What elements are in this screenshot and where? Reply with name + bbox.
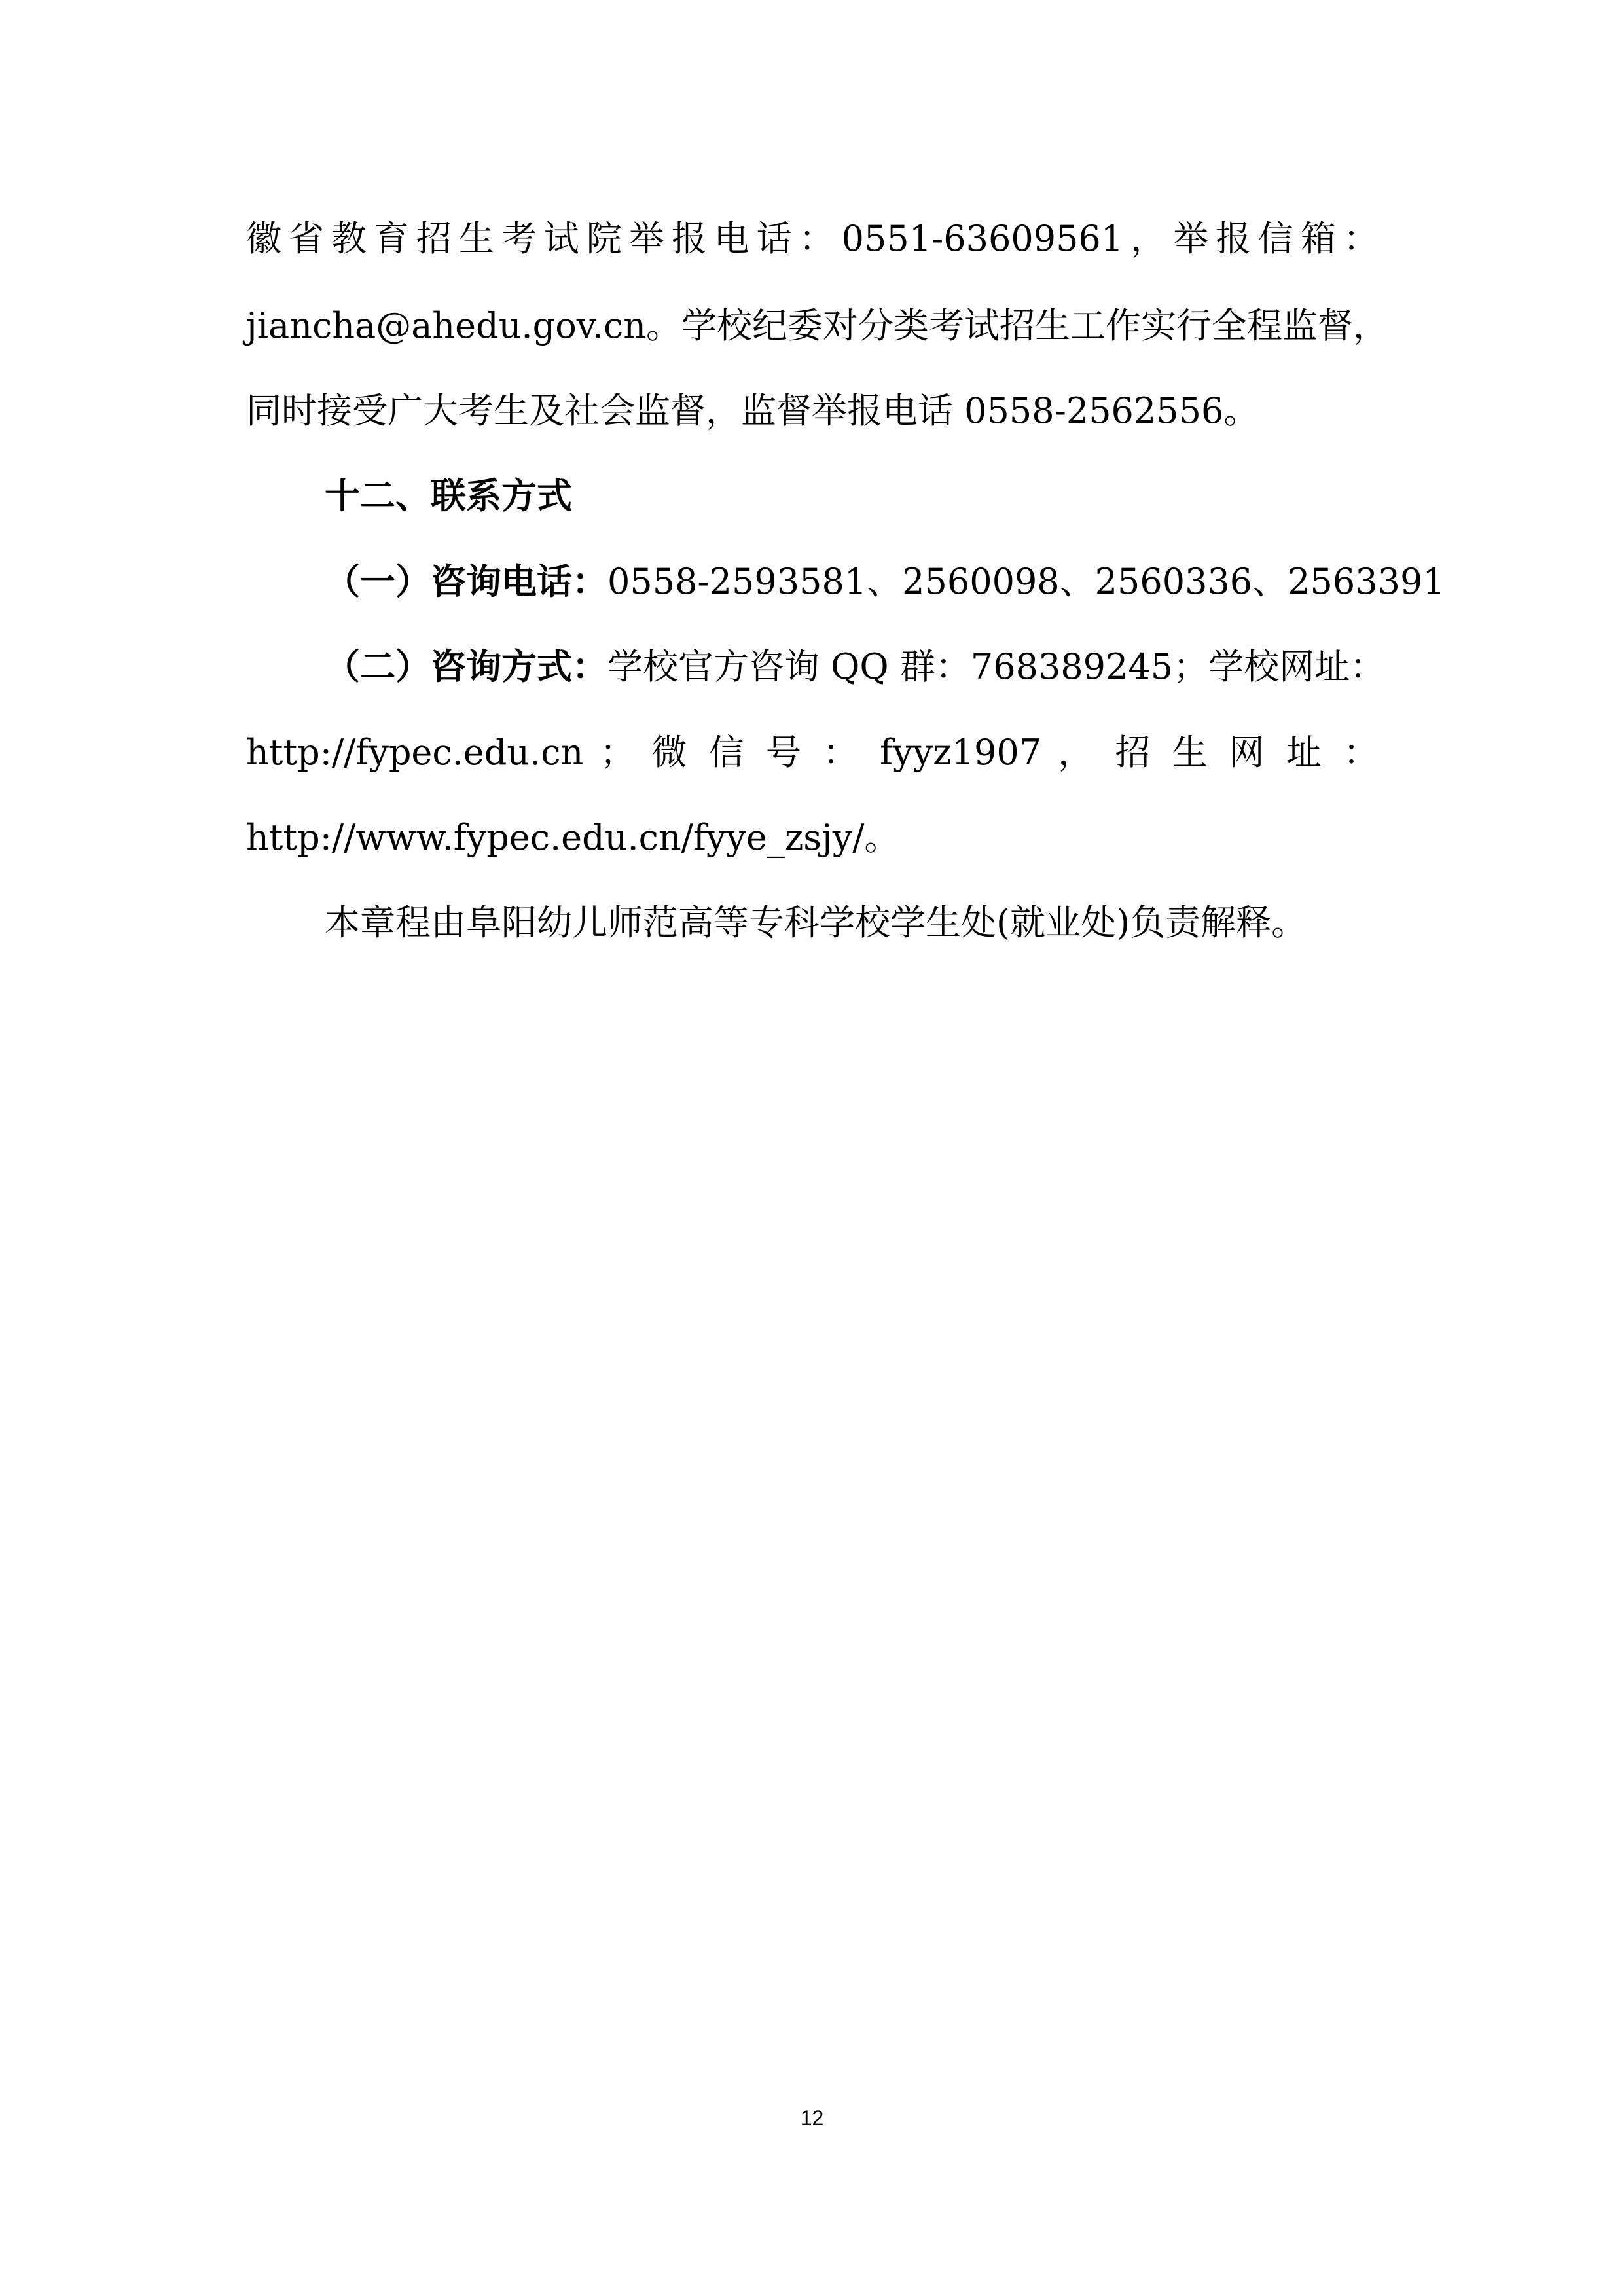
contact-method-line-2: http://fypec.edu.cn ； 微 信 号 ： fyyz1907 ， 招 生 网 址 ：: [246, 732, 1379, 773]
contact-method-label: （二）咨询方式：: [325, 645, 607, 687]
contact-phone-numbers: 0558-2593581、2560098、2560336、2563391: [607, 561, 1445, 602]
contact-phone-label: （一）咨询电话：: [325, 560, 607, 602]
closing-statement: 本章程由阜阳幼儿师范高等专科学校学生处(就业处)负责解释。: [325, 902, 1307, 943]
paragraph-line-1: 徽省教育招生考试院举报电话：0551-63609561，举报信箱：: [246, 218, 1379, 259]
contact-method-text: 学校官方咨询 QQ 群：768389245；学校网址：: [607, 646, 1386, 687]
contact-method-line: [325, 640, 1386, 693]
paragraph-line-2: jiancha@ahedu.gov.cn。学校纪委对分类考试招生工作实行全程监督，: [246, 305, 1389, 346]
contact-method-line-3: http://www.fypec.edu.cn/fyye_zsjy/。: [246, 817, 900, 858]
paragraph-line-3: 同时接受广大考生及社会监督，监督举报电话 0558-2562556。: [246, 390, 1259, 431]
section-heading: 十二、联系方式: [325, 475, 572, 516]
contact-phone-line: [325, 555, 1445, 608]
page-number: 12: [800, 2106, 824, 2130]
